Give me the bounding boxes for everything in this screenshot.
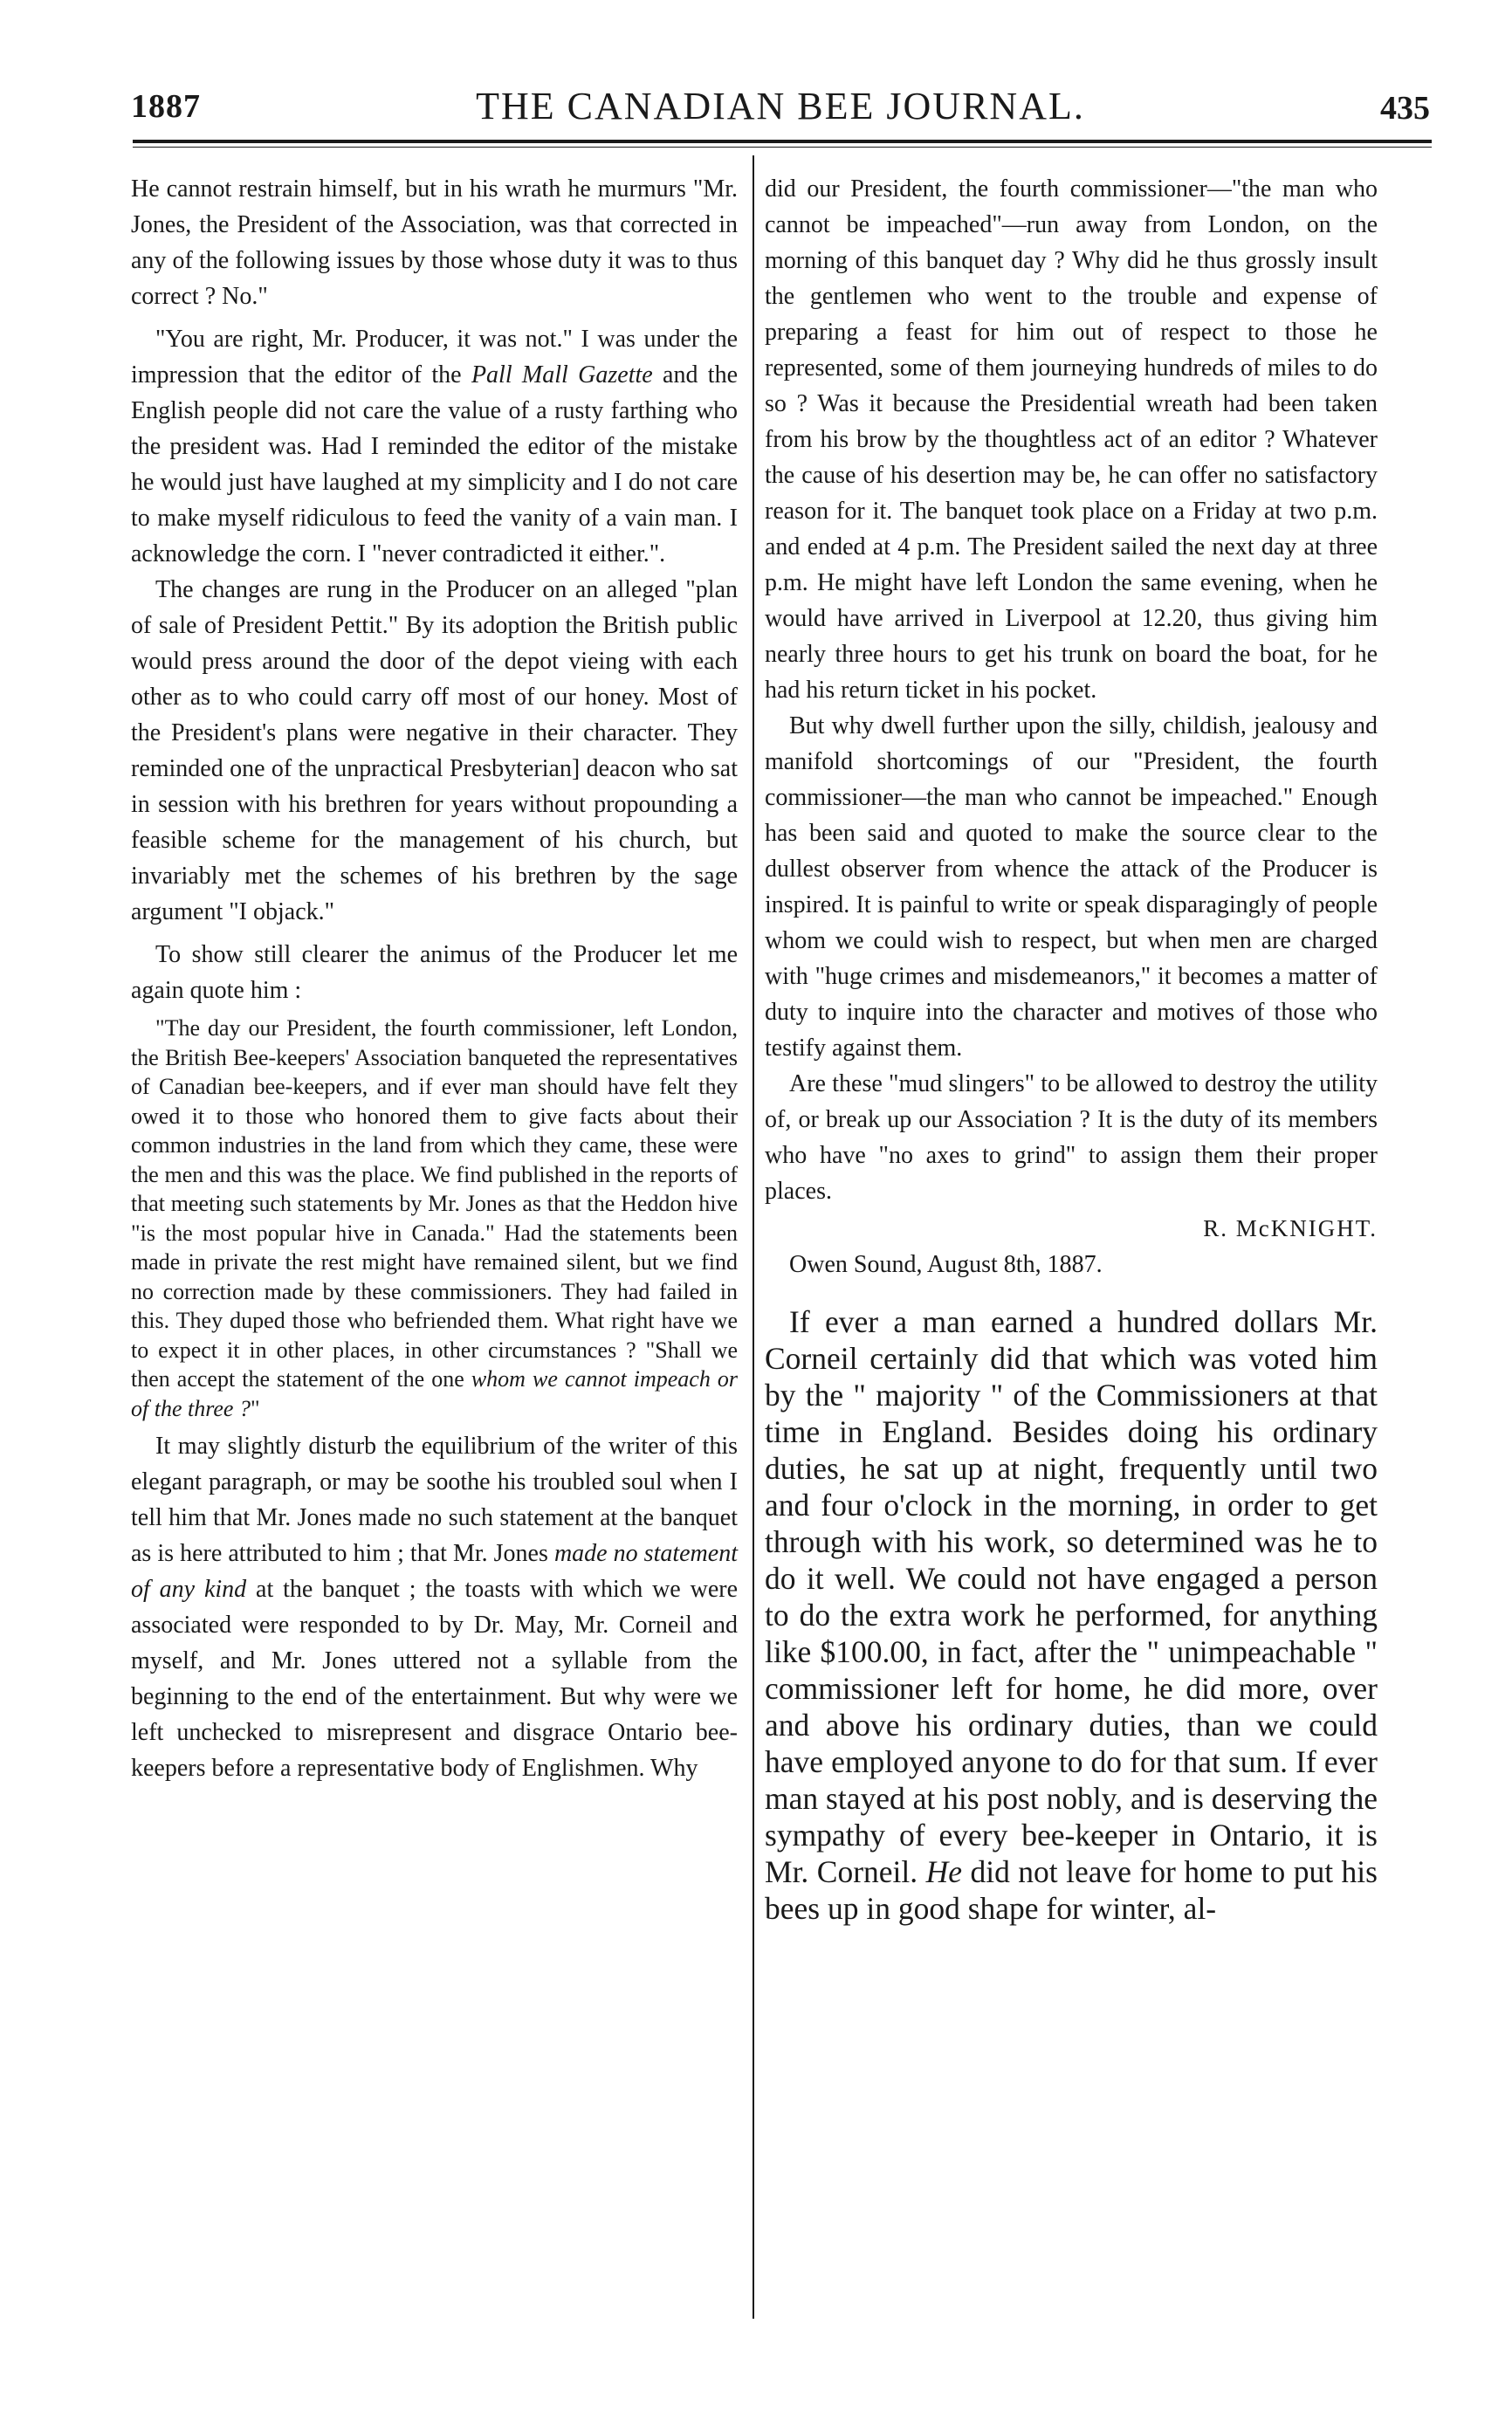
header-year: 1887 (131, 88, 201, 125)
left-p5-text-b: at the banquet ; the toasts with which we were associated were responded to by Dr. May, Mr. Corneil and myself, and Mr. Jones uttered not a syllable from the beginning to the end of the entertainment. But why were we left unchecked to misrepresent and disgrace Ontario bee-keepers before a representative body of Englishmen. Why (131, 1576, 738, 1782)
left-paragraph-4: To show still clearer the animus of the Producer let me again quote him : (131, 941, 738, 1004)
editorial-text-b: did not leave for home to put his bees up in good shape for winter, al- (765, 1854, 1378, 1926)
left-paragraph-2 (131, 321, 738, 572)
journal-title: THE CANADIAN BEE JOURNAL. (476, 85, 1085, 127)
header-rule-thick (133, 140, 1432, 143)
column-divider (753, 155, 754, 2319)
left-p5-italic: made no statement of any kind (131, 1540, 738, 1603)
page-header (131, 84, 1430, 136)
page-number: 435 (1380, 90, 1430, 127)
quotation-italic: whom we cannot impeach or of the three ? (131, 1366, 738, 1421)
left-p5-text-a: It may slightly disturb the equilibrium of the writer of this elegant paragraph, or may be soothe his troubled soul when I tell him that Mr. Jones made no such statement at the banquet as is here attributed to him ; that Mr. Jones (131, 1433, 738, 1567)
right-paragraph-2: But why dwell further upon the silly, childish, jealousy and manifold shortcomings of our "President, the fourth commissioner—the man who cannot be impeached." Enough has been said and quoted to make the source clear to the dullest observer from whence the attack of the Producer is inspired. It is painful to write or speak disparagingly of people whom we could wish to respect, but when men are charged with "huge crimes and misdemeanors," it becomes a matter of duty to inquire into the character and motives of those who testify against them. (765, 712, 1378, 1062)
producer-quotation (131, 1014, 738, 1423)
quotation-end: " (250, 1395, 260, 1421)
quotation-text: "The day our President, the fourth commissioner, left London, the British Bee-keepers' Association banqueted the representatives of Canadian bee-keepers, and if ever man should have felt they owed it to those who honored them to give facts about their common industries in the land from which they came, these were the men and this was the place. We find published in the reports of that meeting such statements by Mr. Jones as that the Heddon hive "is the most popular hive in Canada." Had the statements been made in private the rest might have remained silent, but we find no correction made by these commissioners. They had failed in this. They duped those who befriended them. What right have we to expect it in other places, in other circumstances ? "Shall we then accept the statement of the one (131, 1015, 738, 1392)
header-rule-thin (133, 147, 1432, 148)
editorial-italic: He (925, 1854, 962, 1889)
editorial-text-a: If ever a man earned a hundred dollars Mr. Corneil certainly did that which was voted him by the " majority " of the Commissioners at that time in England. Besides doing his ordinary duties, he sat up at night, frequently until two and four o'clock in the morning, in order to get through with his work, so determined was he to do it well. We could not have engaged a person to do the extra work he performed, for anything like $100.00, in fact, after the " unimpeachable " commissioner left for home, he did more, over and above his ordinary duties, than we could have employed anyone to do for that sum. If ever man stayed at his post nobly, and is deserving the sympathy of every bee-keeper in Ontario, it is Mr. Corneil. (765, 1304, 1378, 1889)
left-paragraph-5 (131, 1428, 738, 1786)
left-column (131, 171, 738, 1786)
left-p2-text-a: "You are right, Mr. Producer, it was not." I was under the impression that the editor of the (131, 326, 738, 388)
right-column (765, 171, 1378, 1927)
author-signature: R. McKNIGHT. (1203, 1215, 1378, 1241)
left-p2-text-b: and the English people did not care the value of a rusty farthing who the president was. Had I reminded the editor of the mistake he would just have laughed at my simplicity and I do not care to make myself ridiculous to feed the vanity of a vain man. I acknowledge the corn. I "never contradicted it either.". (131, 361, 738, 567)
dateline: Owen Sound, August 8th, 1887. (789, 1251, 1103, 1278)
right-paragraph-1: did our President, the fourth commissioner—"the man who cannot be impeached"—run away from London, on the morning of this banquet day ? Why did he thus grossly insult the gentlemen who went to the trouble and expense of preparing a feast for him out of respect to those he represented, some of them journeying hundreds of miles to do so ? Was it because the Presidential wreath had been taken from his brow by the thoughtless act of an editor ? Whatever the cause of his desertion may be, he can offer no satisfactory reason for it. The banquet took place on a Friday at two p.m. and ended at 4 p.m. The President sailed the next day at three p.m. He might have left London the same evening, when he would have arrived in Liverpool at 12.20, thus giving him nearly three hours to get his trunk on board the boat, for he had his return ticket in his pocket. (765, 175, 1378, 704)
editorial-note (765, 1303, 1378, 1927)
right-paragraph-3: Are these "mud slingers" to be allowed to destroy the utility of, or break up our Association ? It is the duty of its members who have "no axes to grind" to assign them their proper places. (765, 1070, 1378, 1205)
left-paragraph-3: The changes are rung in the Producer on an alleged "plan of sale of President Pettit." By its adoption the British public would press around the door of the depot vieing with each other as to who could carry off most of our honey. Most of the President's plans were negative in their character. They reminded one of the unpractical Presbyterian] deacon who sat in session with his brethren for years without propounding a feasible scheme for the management of his church, but invariably met the schemes of his brethren by the sage argument "I objack." (131, 576, 738, 925)
publication-name: Pall Mall Gazette (471, 361, 653, 388)
left-paragraph-1: He cannot restrain himself, but in his wrath he murmurs "Mr. Jones, the President of the Association, was that corrected in any of the following issues by those whose duty it was to thus correct ? No." (131, 175, 738, 310)
